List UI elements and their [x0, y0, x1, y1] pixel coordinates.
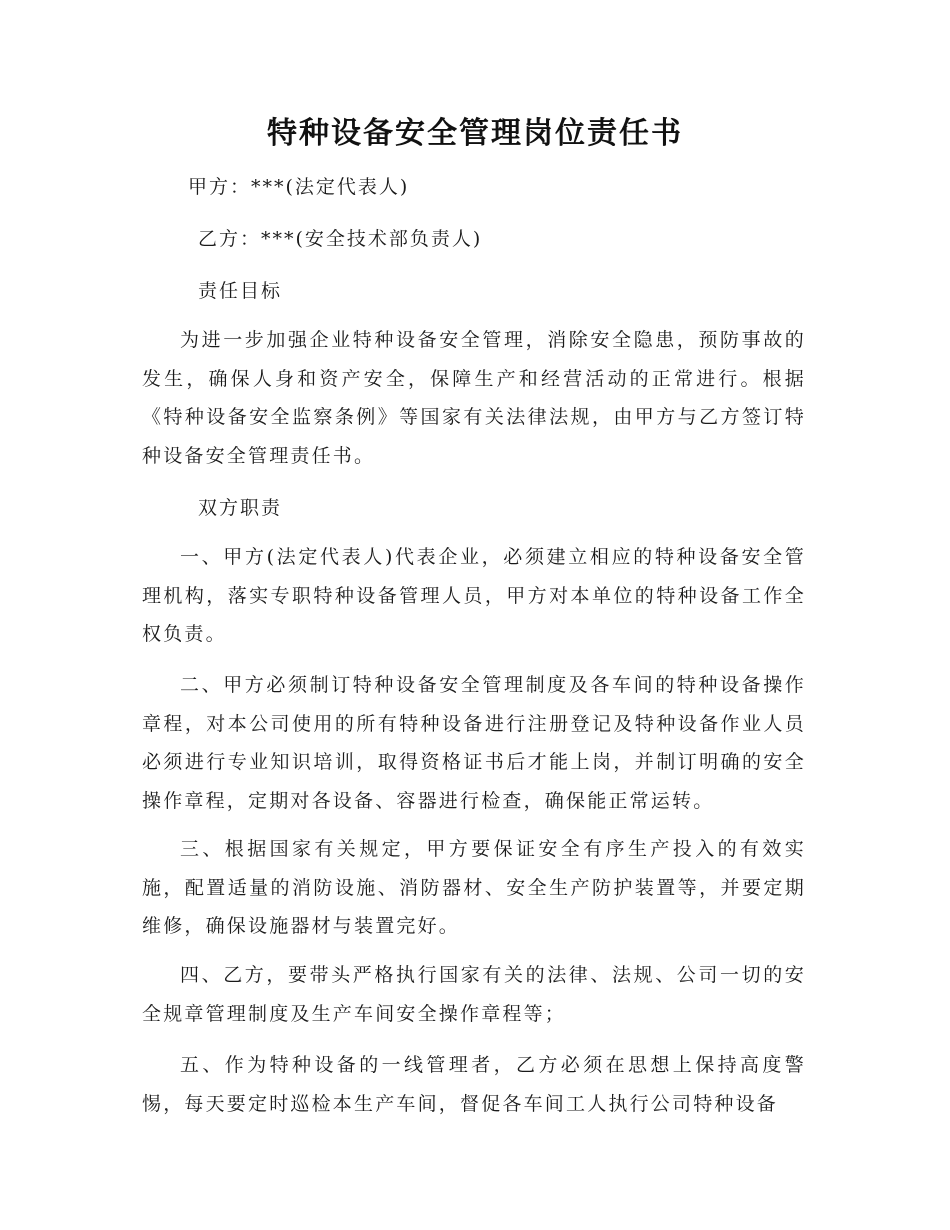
- party-b-line: 乙方：***(安全技术部负责人): [198, 228, 483, 250]
- section-heading-goal: 责任目标: [198, 280, 283, 302]
- section-heading-duties: 双方职责: [198, 497, 283, 519]
- duty-paragraph-4: 四、乙方，要带头严格执行国家有关的法律、法规、公司一切的安全规章管理制度及生产车间安全操作章程等；: [142, 964, 806, 1025]
- duty-paragraph-3: 三、根据国家有关规定，甲方要保证安全有序生产投入的有效实施，配置适量的消防设施、消防器材、安全生产防护装置等，并要定期维修，确保设施器材与装置完好。: [142, 838, 806, 937]
- party-a-line: 甲方：***(法定代表人): [188, 176, 410, 198]
- duty-paragraph-2: 二、甲方必须制订特种设备安全管理制度及各车间的特种设备操作章程，对本公司使用的所有特种设备进行注册登记及特种设备作业人员必须进行专业知识培训，取得资格证书后才能上岗，并制订明确的安全操作章程，定期对各设备、容器进行检查，确保能正常运转。: [142, 674, 806, 812]
- goal-paragraph: 为进一步加强企业特种设备安全管理，消除安全隐患，预防事故的发生，确保人身和资产安全，保障生产和经营活动的正常进行。根据《特种设备安全监察条例》等国家有关法律法规，由甲方与乙方签订特种设备安全管理责任书。: [142, 329, 806, 467]
- duty-paragraph-5: 五、作为特种设备的一线管理者，乙方必须在思想上保持高度警惕，每天要定时巡检本生产车间，督促各车间工人执行公司特种设备: [142, 1054, 806, 1115]
- duty-paragraph-1: 一、甲方(法定代表人)代表企业，必须建立相应的特种设备安全管理机构，落实专职特种设备管理人员，甲方对本单位的特种设备工作全权负责。: [142, 546, 806, 645]
- document-title: 特种设备安全管理岗位责任书: [267, 116, 683, 151]
